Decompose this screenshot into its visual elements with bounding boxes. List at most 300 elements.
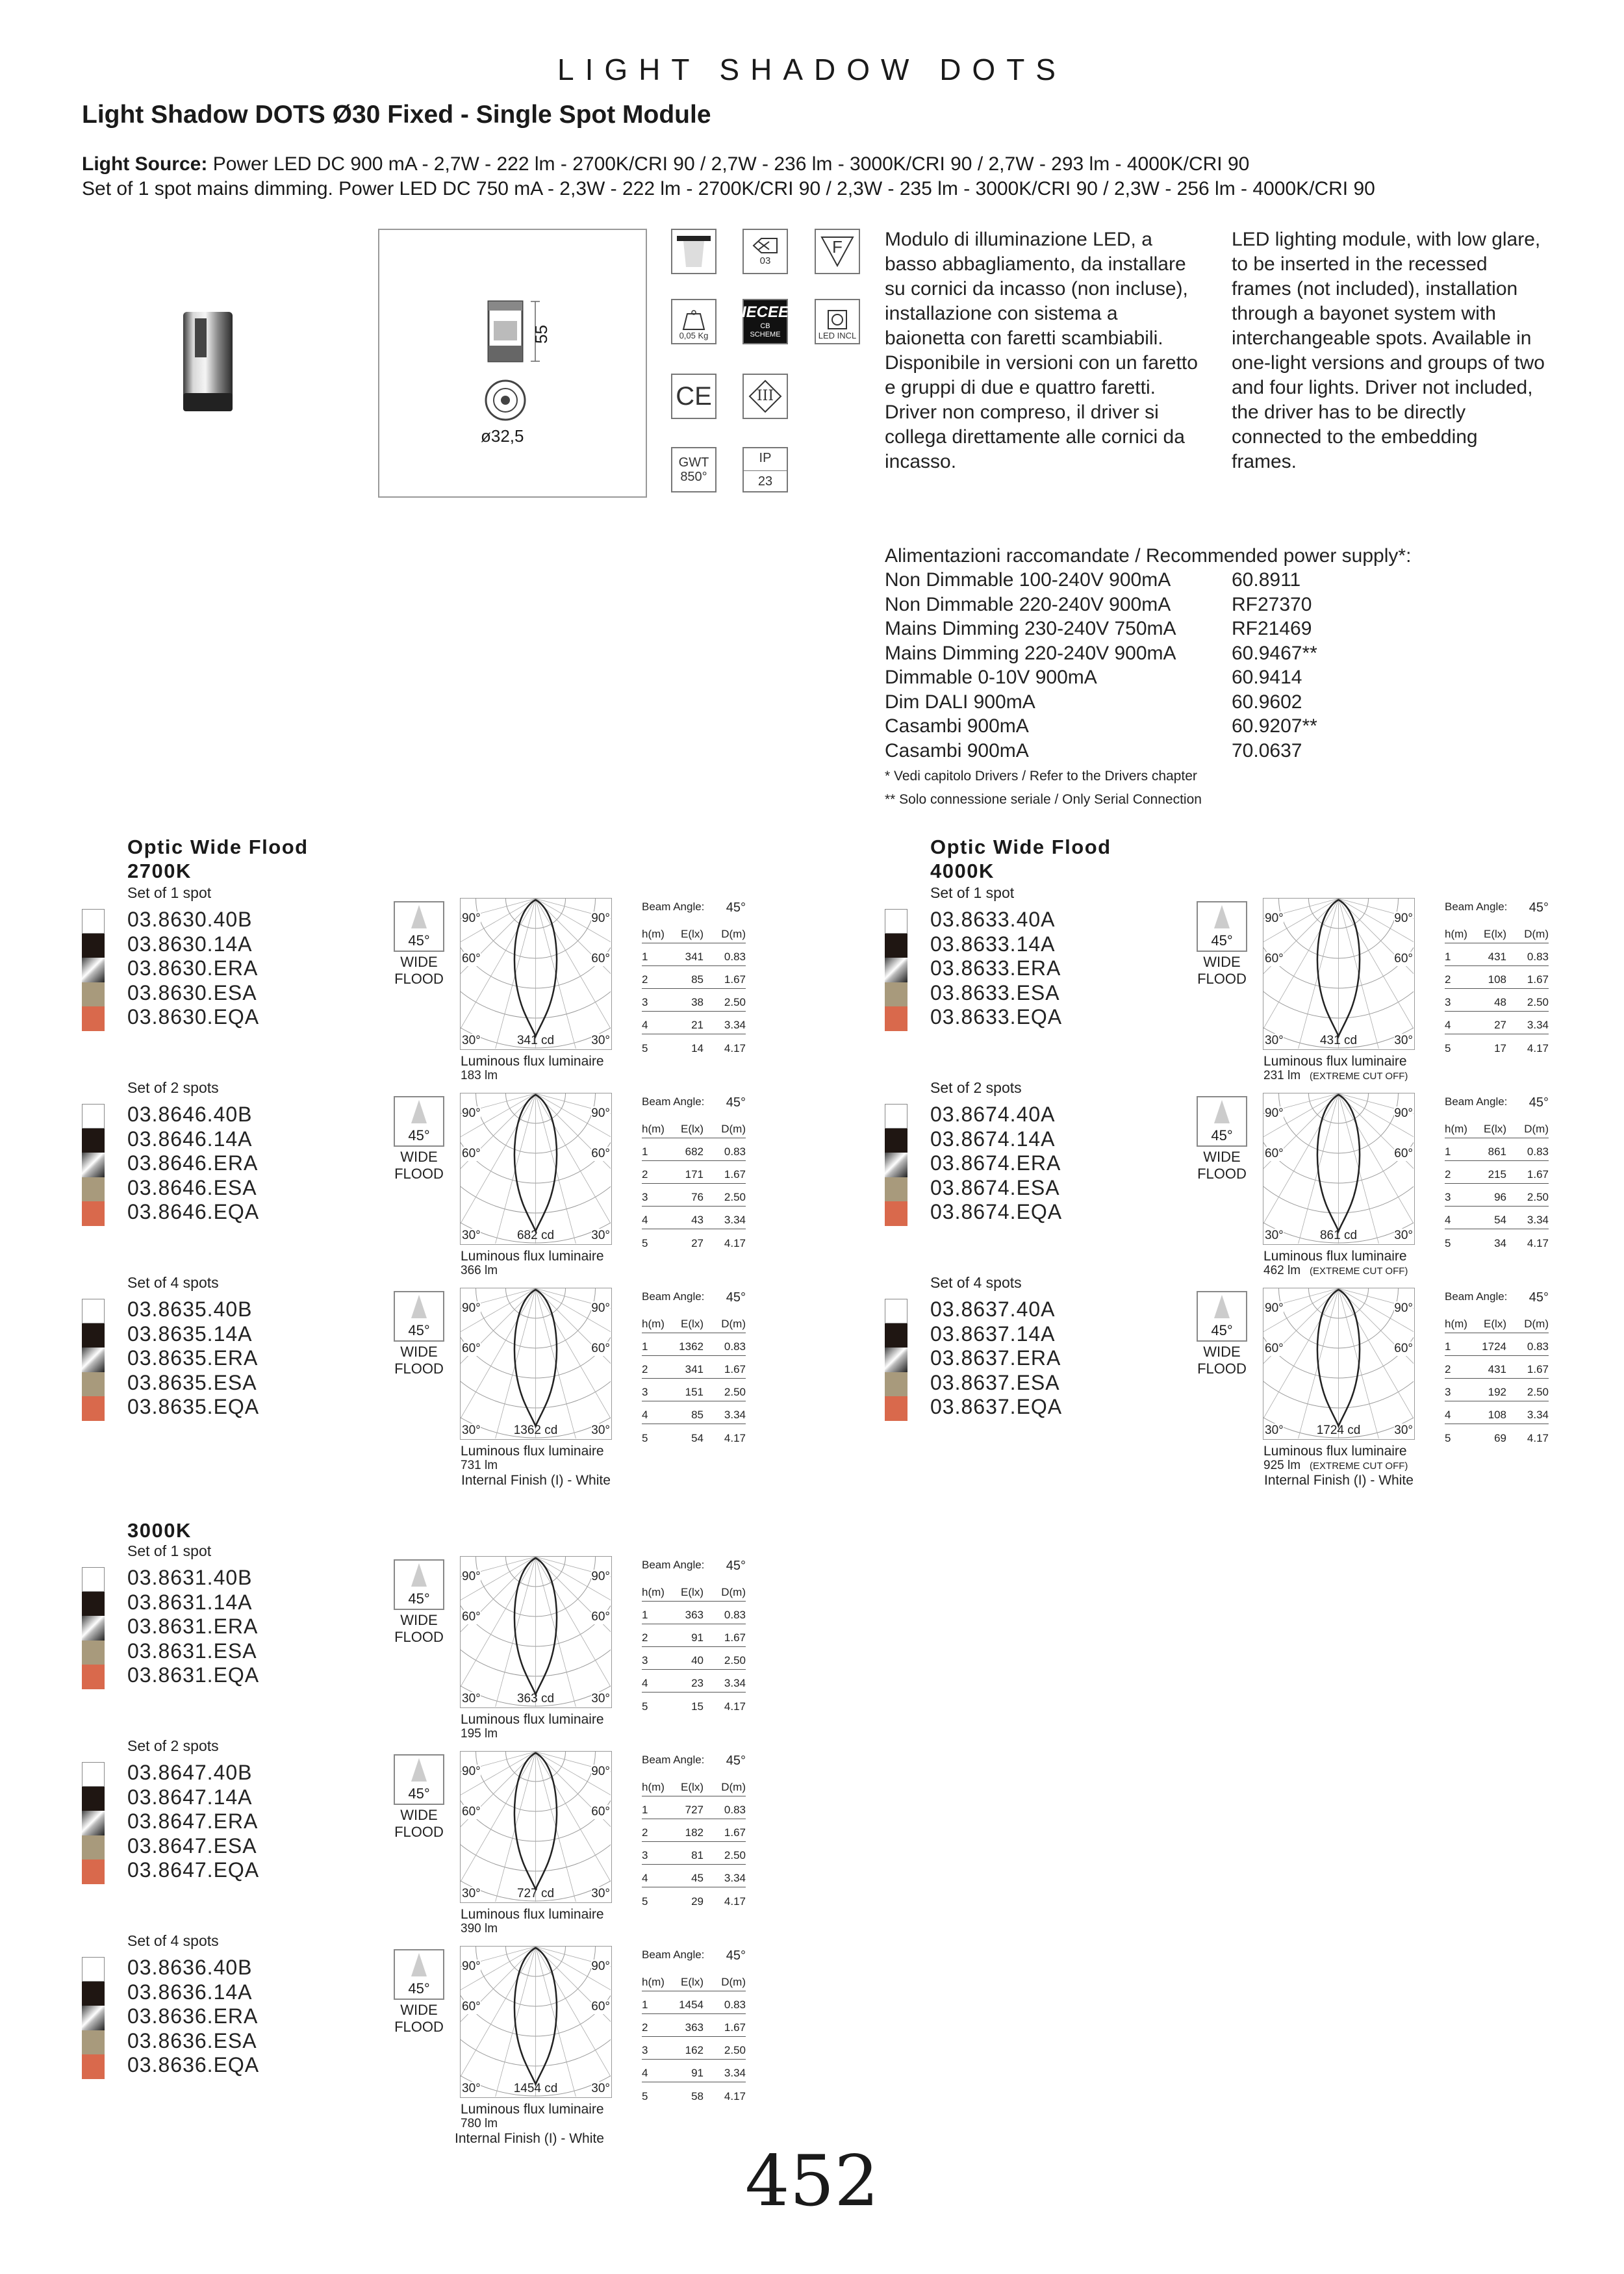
product-code: 03.8647.EQA [127, 1858, 260, 1882]
angle-30-left: 30° [1265, 1424, 1284, 1437]
table-row [1445, 1034, 1549, 1057]
power-supply-code: 60.8911 [1232, 569, 1301, 591]
finish-swatch [82, 1665, 105, 1689]
table-cell: 1 [1445, 951, 1451, 963]
table-row [1445, 1207, 1549, 1229]
finish-swatch [82, 1396, 105, 1421]
table-cell: 45 [691, 1872, 704, 1884]
table-cell: 0.83 [724, 951, 746, 963]
product-code: 03.8636.14A [127, 1980, 253, 2004]
table-cell: 4 [642, 1409, 648, 1421]
product-code: 03.8633.14A [930, 932, 1056, 956]
power-supply-item [885, 593, 1317, 617]
optic-angle: 45° [408, 1591, 430, 1607]
light-source-label: Light Source: [82, 153, 208, 175]
page-number: 452 [744, 2141, 880, 2222]
angle-60-right: 60° [591, 2000, 610, 2013]
ip-rating-icon [742, 447, 788, 492]
flux-lm: 925 lm [1263, 1459, 1301, 1472]
wide-flood-icon [1197, 1096, 1247, 1147]
table-cell: 1.67 [724, 1631, 746, 1644]
optic-label-wide: WIDE [400, 1807, 438, 1823]
finish-swatch [885, 1396, 907, 1421]
angle-90-left: 90° [462, 1106, 481, 1120]
table-header-h: h(m) [642, 1976, 665, 1988]
table-header-h: h(m) [642, 1781, 665, 1793]
table-cell: 5 [642, 1895, 648, 1908]
table-header-e: E(lx) [1484, 1318, 1506, 1330]
product-code: 03.8636.ESA [127, 2028, 257, 2052]
description-line: Modulo di illuminazione LED, a [885, 229, 1152, 250]
table-cell: 48 [1494, 996, 1506, 1008]
table-cell: 5 [642, 2090, 648, 2102]
section-subtitle: 4000K [930, 860, 995, 882]
table-cell: 4.17 [724, 1700, 746, 1713]
table-cell: 0.83 [724, 1609, 746, 1621]
table-cell: 4.17 [724, 1237, 746, 1249]
optic-label-wide: WIDE [400, 1612, 438, 1628]
table-cell: 1.67 [724, 973, 746, 986]
product-code: 03.8647.ERA [127, 1809, 259, 1833]
angle-60-right: 60° [591, 1805, 610, 1819]
section-title: 3000K [127, 1519, 192, 1542]
beam-angle-value: 45° [726, 1290, 746, 1305]
finish-swatch [885, 982, 907, 1007]
product-code: 03.8637.ERA [930, 1346, 1061, 1370]
table-header-d: D(m) [721, 1781, 746, 1793]
polar-diagram [460, 1556, 612, 1708]
polar-diagram [460, 898, 612, 1050]
beam-angle-label: Beam Angle: [642, 1948, 705, 1961]
energy-class-value: 03 [759, 255, 771, 266]
beam-angle-label: Beam Angle: [642, 1754, 705, 1766]
flux-lm: 183 lm [461, 1069, 498, 1082]
optic-label-wide: WIDE [400, 1344, 438, 1360]
table-cell: 3 [642, 2044, 648, 2056]
product-code: 03.8646.ERA [127, 1151, 259, 1175]
table-cell: 85 [691, 1409, 704, 1421]
table-cell: 5 [642, 1432, 648, 1444]
product-code: 03.8647.40B [127, 1761, 253, 1784]
beam-angle-row [642, 1559, 746, 1582]
table-cell: 1.67 [1527, 1363, 1549, 1375]
table-header [642, 924, 746, 943]
finish-swatch [82, 1299, 105, 1323]
table-header [642, 1582, 746, 1602]
table-row [642, 1161, 746, 1184]
table-cell: 363 [685, 1609, 704, 1621]
beam-angle-value: 45° [726, 1948, 746, 1963]
optic-angle: 45° [408, 1785, 430, 1802]
product-code: 03.8633.ERA [930, 956, 1061, 980]
power-supply-name: Dim DALI 900mA [885, 691, 1035, 713]
description-line: basso abbagliamento, da installare [885, 253, 1186, 275]
table-cell: 1.67 [724, 1168, 746, 1181]
flux-value [461, 1921, 498, 1937]
optic-label-flood: FLOOD [394, 1629, 444, 1645]
optic-angle: 45° [408, 1127, 430, 1143]
table-cell: 3.34 [724, 1214, 746, 1226]
table-cell: 4.17 [1527, 1432, 1549, 1444]
table-cell: 4.17 [724, 2090, 746, 2102]
table-row [642, 966, 746, 989]
description-line: interchangeable spots. Available in [1232, 327, 1532, 349]
angle-90-right: 90° [1394, 1106, 1413, 1120]
product-code: 03.8674.14A [930, 1127, 1056, 1151]
optic-label-flood: FLOOD [394, 1166, 444, 1182]
light-source-line-2: Set of 1 spot mains dimming. Power LED DC 750 mA - 2,3W - 222 lm - 2700K/CRI 90 / 2,3W - 235 lm - 3000K/CRI 90 / 2,3W - 256 lm - 4000K/CRI 90 [82, 178, 1375, 199]
product-code: 03.8674.40A [930, 1103, 1056, 1126]
flux-value [1263, 1457, 1408, 1474]
table-cell: 4 [642, 1019, 648, 1031]
table-cell: 2 [642, 1826, 648, 1839]
table-cell: 682 [685, 1145, 704, 1158]
angle-30-right: 30° [1394, 1424, 1413, 1437]
table-header-e: E(lx) [681, 1318, 704, 1330]
weight-icon [671, 299, 717, 344]
power-supply-code: 60.9602 [1232, 691, 1302, 713]
optic-label-flood: FLOOD [1197, 1361, 1247, 1377]
flux-lm: 231 lm [1263, 1069, 1301, 1082]
candela-value: 363 cd [516, 1692, 555, 1706]
optic-label-wide: WIDE [400, 2002, 438, 2018]
polar-diagram [460, 1751, 612, 1903]
angle-60-right: 60° [1394, 1147, 1413, 1160]
product-code: 03.8647.14A [127, 1785, 253, 1809]
product-code: 03.8630.ERA [127, 956, 259, 980]
table-row [642, 2060, 746, 2082]
angle-30-left: 30° [462, 1692, 481, 1706]
table-cell: 14 [691, 1042, 704, 1054]
finish-swatch [82, 1641, 105, 1665]
set-label: Set of 2 spots [930, 1079, 1022, 1096]
optic-angle: 45° [408, 1322, 430, 1338]
description-line: connected to the embedding [1232, 426, 1478, 448]
table-cell: 1724 [1482, 1340, 1506, 1353]
table-cell: 861 [1488, 1145, 1506, 1158]
finish-swatch [82, 1567, 105, 1592]
table-row [642, 1670, 746, 1693]
product-code: 03.8631.14A [127, 1590, 253, 1614]
beam-angle-value: 45° [1529, 901, 1549, 915]
wide-flood-icon [394, 901, 444, 952]
table-cell: 3 [1445, 1191, 1451, 1203]
wide-flood-icon [394, 1949, 444, 2000]
angle-90-right: 90° [591, 1570, 610, 1583]
optic-label-wide: WIDE [1203, 954, 1241, 970]
candela-value: 341 cd [516, 1034, 555, 1047]
table-cell: 29 [691, 1895, 704, 1908]
table-header [1445, 1314, 1549, 1333]
angle-30-right: 30° [591, 1034, 610, 1047]
flux-value [461, 1067, 498, 1084]
table-cell: 3 [1445, 1386, 1451, 1398]
finish-swatch [82, 909, 105, 934]
angle-60-left: 60° [462, 2000, 481, 2013]
angle-60-left: 60° [462, 952, 481, 965]
table-cell: 3 [1445, 996, 1451, 1008]
product-code: 03.8633.40A [930, 908, 1056, 931]
table-cell: 40 [691, 1654, 704, 1667]
table-header-d: D(m) [721, 1976, 746, 1988]
description-line: su cornici da incasso (non incluse), [885, 278, 1188, 300]
description-line: baionetta con faretti scambiabili. [885, 327, 1163, 349]
power-supply-item [885, 641, 1317, 666]
section-title: Optic Wide Flood [127, 836, 309, 858]
flux-note: (EXTREME CUT OFF) [1310, 1266, 1408, 1277]
table-cell: 76 [691, 1191, 704, 1203]
angle-30-left: 30° [462, 1034, 481, 1047]
table-cell: 431 [1488, 1363, 1506, 1375]
description-line: and four lights. Driver not included, [1232, 377, 1533, 398]
candela-value: 431 cd [1319, 1034, 1358, 1047]
class-iii-icon [742, 374, 788, 419]
angle-30-left: 30° [462, 1424, 481, 1437]
table-cell: 182 [685, 1826, 704, 1839]
polar-diagram [460, 1288, 612, 1440]
flux-lm: 462 lm [1263, 1264, 1301, 1277]
table-header [1445, 924, 1549, 943]
angle-90-left: 90° [462, 1765, 481, 1778]
wide-flood-icon [394, 1559, 444, 1610]
candela-value: 1454 cd [513, 2082, 558, 2095]
table-row [1445, 989, 1549, 1012]
power-supply-code: RF27370 [1232, 593, 1312, 615]
table-cell: 3.34 [1527, 1409, 1549, 1421]
table-row [642, 1693, 746, 1715]
table-cell: 727 [685, 1804, 704, 1816]
power-supply-name: Non Dimmable 100-240V 900mA [885, 569, 1171, 591]
table-cell: 2.50 [1527, 1386, 1549, 1398]
table-cell: 3.34 [724, 1677, 746, 1689]
table-cell: 108 [1488, 1409, 1506, 1421]
internal-finish-note: Internal Finish (I) - White [1264, 1473, 1414, 1488]
table-row [642, 1887, 746, 1910]
table-row [642, 1796, 746, 1819]
table-cell: 2 [642, 2021, 648, 2034]
technical-drawing [378, 229, 647, 498]
table-cell: 17 [1494, 1042, 1506, 1054]
power-supply-item [885, 739, 1317, 763]
beam-angle-value: 45° [1529, 1095, 1549, 1110]
optic-angle: 45° [1211, 1322, 1233, 1338]
ce-mark-text: CE [676, 382, 712, 411]
product-code: 03.8635.EQA [127, 1395, 260, 1418]
product-code: 03.8637.ESA [930, 1370, 1060, 1394]
product-photo [175, 305, 240, 422]
table-row [642, 1012, 746, 1034]
candela-value: 1362 cd [513, 1424, 558, 1437]
finish-swatch [82, 958, 105, 982]
product-code: 03.8630.14A [127, 932, 253, 956]
table-cell: 341 [685, 1363, 704, 1375]
table-header-e: E(lx) [1484, 928, 1506, 940]
table-cell: 5 [642, 1237, 648, 1249]
optic-label-flood: FLOOD [394, 2019, 444, 2035]
finish-swatch [82, 2054, 105, 2079]
description-line: e gruppi di due e quattro faretti. [885, 377, 1156, 398]
table-cell: 2 [642, 1631, 648, 1644]
table-cell: 54 [691, 1432, 704, 1444]
table-cell: 3.34 [724, 1409, 746, 1421]
angle-60-right: 60° [1394, 1342, 1413, 1355]
table-cell: 4.17 [724, 1432, 746, 1444]
beam-angle-value: 45° [726, 1559, 746, 1573]
finish-swatch [82, 934, 105, 958]
description-line: frames. [1232, 451, 1297, 472]
product-code: 03.8633.EQA [930, 1005, 1063, 1028]
product-code: 03.8631.EQA [127, 1663, 260, 1687]
table-cell: 3 [642, 1191, 648, 1203]
power-supply-name: Casambi 900mA [885, 715, 1029, 737]
finish-swatch [82, 1957, 105, 1982]
table-cell: 1.67 [1527, 973, 1549, 986]
table-cell: 4 [642, 1872, 648, 1884]
photometric-table [642, 1559, 746, 1715]
table-row [1445, 1184, 1549, 1207]
table-cell: 0.83 [724, 1804, 746, 1816]
flux-lm: 390 lm [461, 1922, 498, 1935]
wide-flood-icon [394, 1291, 444, 1342]
table-cell: 341 [685, 951, 704, 963]
table-cell: 2 [642, 973, 648, 986]
polar-diagram [1263, 898, 1415, 1050]
table-row [642, 1624, 746, 1647]
recessed-icon [671, 229, 717, 274]
angle-90-left: 90° [462, 912, 481, 925]
description-line: LED lighting module, with low glare, [1232, 229, 1541, 250]
table-cell: 4.17 [724, 1042, 746, 1054]
beam-angle-label: Beam Angle: [642, 1559, 705, 1571]
description-line: to be inserted in the recessed [1232, 253, 1488, 275]
power-supply-code: 60.9467** [1232, 642, 1317, 664]
table-header-d: D(m) [721, 1123, 746, 1135]
table-cell: 38 [691, 996, 704, 1008]
table-cell: 1.67 [1527, 1168, 1549, 1181]
wide-flood-icon [394, 1096, 444, 1147]
beam-angle-value: 45° [1529, 1290, 1549, 1305]
power-supply-code: 70.0637 [1232, 739, 1302, 761]
description-line: installazione con sistema a [885, 303, 1118, 324]
table-header-d: D(m) [721, 1318, 746, 1330]
angle-30-right: 30° [1394, 1034, 1413, 1047]
beam-angle-value: 45° [726, 1095, 746, 1110]
table-cell: 2.50 [724, 1191, 746, 1203]
gwt-value: 850° [680, 470, 707, 484]
table-row [642, 1401, 746, 1424]
finish-swatch [82, 1177, 105, 1202]
angle-90-left: 90° [1265, 912, 1284, 925]
table-cell: 4.17 [1527, 1042, 1549, 1054]
table-row [1445, 1379, 1549, 1401]
table-cell: 23 [691, 1677, 704, 1689]
drawing-height: 55 [531, 325, 551, 344]
table-cell: 21 [691, 1019, 704, 1031]
table-cell: 81 [691, 1849, 704, 1861]
table-cell: 0.83 [724, 1340, 746, 1353]
optic-label-wide: WIDE [400, 954, 438, 970]
polar-diagram [460, 1946, 612, 2098]
table-row [642, 2082, 746, 2105]
table-cell: 0.83 [1527, 1340, 1549, 1353]
beam-angle-label: Beam Angle: [1445, 1095, 1508, 1108]
finish-swatch [82, 1859, 105, 1884]
table-row [642, 1184, 746, 1207]
table-cell: 1.67 [724, 2021, 746, 2034]
iecee-text: IECEE [741, 303, 789, 322]
angle-30-right: 30° [591, 1424, 610, 1437]
table-row [1445, 1012, 1549, 1034]
table-cell: 1362 [679, 1340, 704, 1353]
finish-swatch [82, 1787, 105, 1811]
beam-angle-row [642, 1095, 746, 1119]
table-cell: 2.50 [1527, 996, 1549, 1008]
power-supply-name: Non Dimmable 220-240V 900mA [885, 593, 1171, 615]
flux-note: (EXTREME CUT OFF) [1310, 1461, 1408, 1472]
table-cell: 1 [1445, 1340, 1451, 1353]
angle-30-left: 30° [462, 2082, 481, 2095]
iecee-cb-text: CB [760, 322, 770, 331]
table-cell: 15 [691, 1700, 704, 1713]
table-cell: 27 [691, 1237, 704, 1249]
table-cell: 192 [1488, 1386, 1506, 1398]
section-title: Optic Wide Flood [930, 836, 1111, 858]
finish-swatch [885, 1201, 907, 1226]
table-cell: 1 [1445, 1145, 1451, 1158]
table-row [1445, 966, 1549, 989]
table-cell: 43 [691, 1214, 704, 1226]
table-cell: 431 [1488, 951, 1506, 963]
flux-label: Luminous flux luminaire [461, 1054, 604, 1069]
product-code: 03.8635.ERA [127, 1346, 259, 1370]
finish-swatch [82, 1323, 105, 1348]
angle-30-right: 30° [591, 2082, 610, 2095]
product-code: 03.8674.ERA [930, 1151, 1061, 1175]
table-row [642, 1229, 746, 1252]
table-row [1445, 1229, 1549, 1252]
power-supply-list [885, 568, 1317, 763]
product-subtitle: Light Shadow DOTS Ø30 Fixed - Single Spot Module [82, 101, 711, 129]
finish-swatch [885, 1104, 907, 1129]
product-code: 03.8637.EQA [930, 1395, 1063, 1418]
table-cell: 85 [691, 973, 704, 986]
table-header-h: h(m) [1445, 1123, 1467, 1135]
energy-class-icon [742, 229, 788, 274]
table-cell: 5 [1445, 1042, 1451, 1054]
table-header-h: h(m) [1445, 928, 1467, 940]
iecee-scheme-text: SCHEME [750, 331, 781, 339]
table-header-e: E(lx) [681, 928, 704, 940]
optic-label-flood: FLOOD [394, 1361, 444, 1377]
product-code: 03.8630.40B [127, 908, 253, 931]
candela-value: 861 cd [1319, 1229, 1358, 1242]
optic-label-flood: FLOOD [394, 971, 444, 987]
class-iii-text: III [756, 387, 774, 404]
set-label: Set of 2 spots [127, 1737, 219, 1754]
power-supply-name: Mains Dimming 230-240V 750mA [885, 618, 1176, 639]
table-cell: 0.83 [1527, 1145, 1549, 1158]
finish-swatch [82, 1811, 105, 1835]
set-label: Set of 4 spots [127, 1932, 219, 1949]
angle-60-left: 60° [1265, 1342, 1284, 1355]
beam-angle-label: Beam Angle: [642, 901, 705, 913]
photometric-table [642, 1290, 746, 1447]
table-cell: 3 [642, 1849, 648, 1861]
table-row [642, 1842, 746, 1865]
product-code: 03.8646.40B [127, 1103, 253, 1126]
optic-label-flood: FLOOD [1197, 971, 1247, 987]
table-header [642, 1972, 746, 1991]
